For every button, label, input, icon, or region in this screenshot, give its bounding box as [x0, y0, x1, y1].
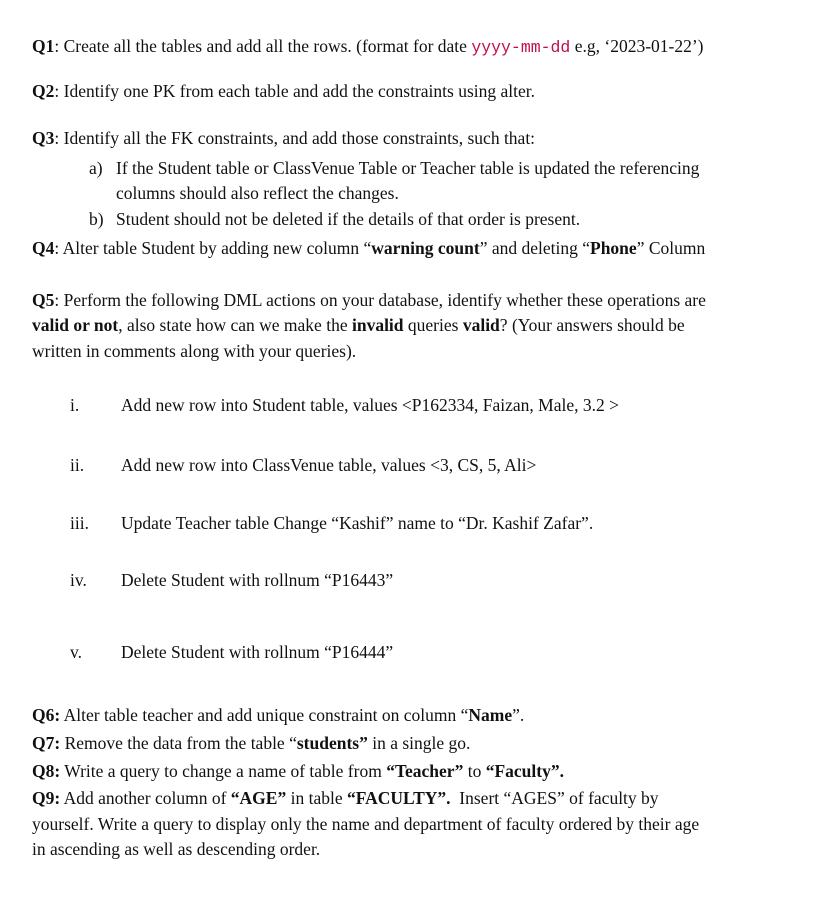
q5-item-iii-text: Update Teacher table Change “Kashif” name to “Dr. Kashif Zafar”.	[121, 513, 594, 533]
q6-label: Q6:	[32, 705, 61, 725]
q5-item-iv-marker: iv.	[70, 570, 87, 590]
q8-line	[32, 759, 564, 784]
q5-text-line2-b: queries	[403, 315, 463, 335]
q5-bold-valid-or-not: valid or not	[32, 315, 119, 335]
q3-label: Q3	[32, 128, 55, 148]
q9-line2: yourself. Write a query to display only the name and department of faculty ordered by their age	[32, 814, 700, 834]
q3-item-a-marker: a)	[89, 158, 103, 178]
q4-text-c: ” Column	[636, 238, 706, 258]
q4-bold-warning-count: warning count	[371, 238, 480, 258]
q6-text-b: ”.	[512, 705, 525, 725]
q4-text-a: : Alter table Student by adding new column “	[54, 238, 372, 258]
q7-text-b: in a single go.	[367, 733, 471, 753]
q2-text: : Identify one PK from each table and add the constraints using alter.	[54, 81, 536, 101]
q9-bold-age: “AGE”	[230, 788, 287, 808]
q7-bold-students: students”	[296, 733, 368, 753]
q9-text-a: Add another column of	[60, 788, 231, 808]
q5-item-iii-marker: iii.	[70, 513, 89, 533]
q4-text-b: ” and deleting “	[479, 238, 590, 258]
q5-item-iv-text: Delete Student with rollnum “P16443”	[121, 570, 394, 590]
q9-label: Q9:	[32, 788, 61, 808]
q1-label: Q1	[32, 36, 55, 56]
q8-bold-teacher: “Teacher”	[386, 761, 464, 781]
q9-bold-faculty: “FACULTY”.	[346, 788, 451, 808]
q3-item-b-line1: Student should not be deleted if the details of that order is present.	[116, 209, 581, 229]
q4-label: Q4	[32, 238, 55, 258]
q2-label: Q2	[32, 81, 55, 101]
q8-text-b: to	[463, 761, 486, 781]
q7-line	[32, 731, 470, 756]
q1-line	[32, 34, 704, 60]
q3-text: : Identify all the FK constraints, and add those constraints, such that:	[54, 128, 536, 148]
q1-text-a: : Create all the tables and add all the rows. (format for date	[54, 36, 472, 56]
q3-item-a-line2: columns should also reflect the changes.	[116, 183, 399, 203]
q5-line1	[32, 288, 706, 313]
q7-text-a: Remove the data from the table “	[60, 733, 297, 753]
q6-text-a: Alter table teacher and add unique constraint on column “	[60, 705, 469, 725]
q8-text-a: Write a query to change a name of table from	[60, 761, 387, 781]
q5-item-v-marker: v.	[70, 642, 82, 662]
q2-line	[32, 79, 535, 104]
q3-item-b-marker: b)	[89, 209, 104, 229]
q5-line3: written in comments along with your queries).	[32, 341, 357, 361]
q5-line2	[32, 313, 685, 338]
q9-text-c: Insert “AGES” of faculty by	[450, 788, 659, 808]
q5-text-line2-a: , also state how can we make the	[118, 315, 352, 335]
q9-line1	[32, 786, 659, 811]
q1-text-b: e.g, ‘2023-01-22’)	[570, 36, 704, 56]
q7-label: Q7:	[32, 733, 61, 753]
q5-text-line1: : Perform the following DML actions on your database, identify whether these operations are	[54, 290, 706, 310]
q9-text-b: in table	[286, 788, 347, 808]
q5-item-ii-marker: ii.	[70, 455, 85, 475]
q5-item-v-text: Delete Student with rollnum “P16444”	[121, 642, 394, 662]
q5-text-line2-c: ? (Your answers should be	[499, 315, 685, 335]
q3-line	[32, 126, 535, 151]
q5-label: Q5	[32, 290, 55, 310]
q5-item-i-marker: i.	[70, 395, 80, 415]
q1-date-format: yyyy-mm-dd	[471, 38, 571, 57]
q5-item-ii-text: Add new row into ClassVenue table, values <3, CS, 5, Ali>	[121, 455, 537, 475]
q5-item-i-text: Add new row into Student table, values <P162334, Faizan, Male, 3.2 >	[121, 395, 619, 415]
q3-item-a-line1: If the Student table or ClassVenue Table or Teacher table is updated the referencing	[116, 158, 700, 178]
q4-bold-phone: Phone	[590, 238, 637, 258]
q9-line3: in ascending as well as descending order.	[32, 839, 321, 859]
q8-label: Q8:	[32, 761, 61, 781]
q6-line	[32, 703, 524, 728]
q6-bold-name: Name	[468, 705, 513, 725]
q5-bold-invalid: invalid	[351, 315, 404, 335]
q5-bold-valid: valid	[462, 315, 500, 335]
q8-bold-faculty: “Faculty”.	[485, 761, 564, 781]
q4-line	[32, 236, 705, 261]
